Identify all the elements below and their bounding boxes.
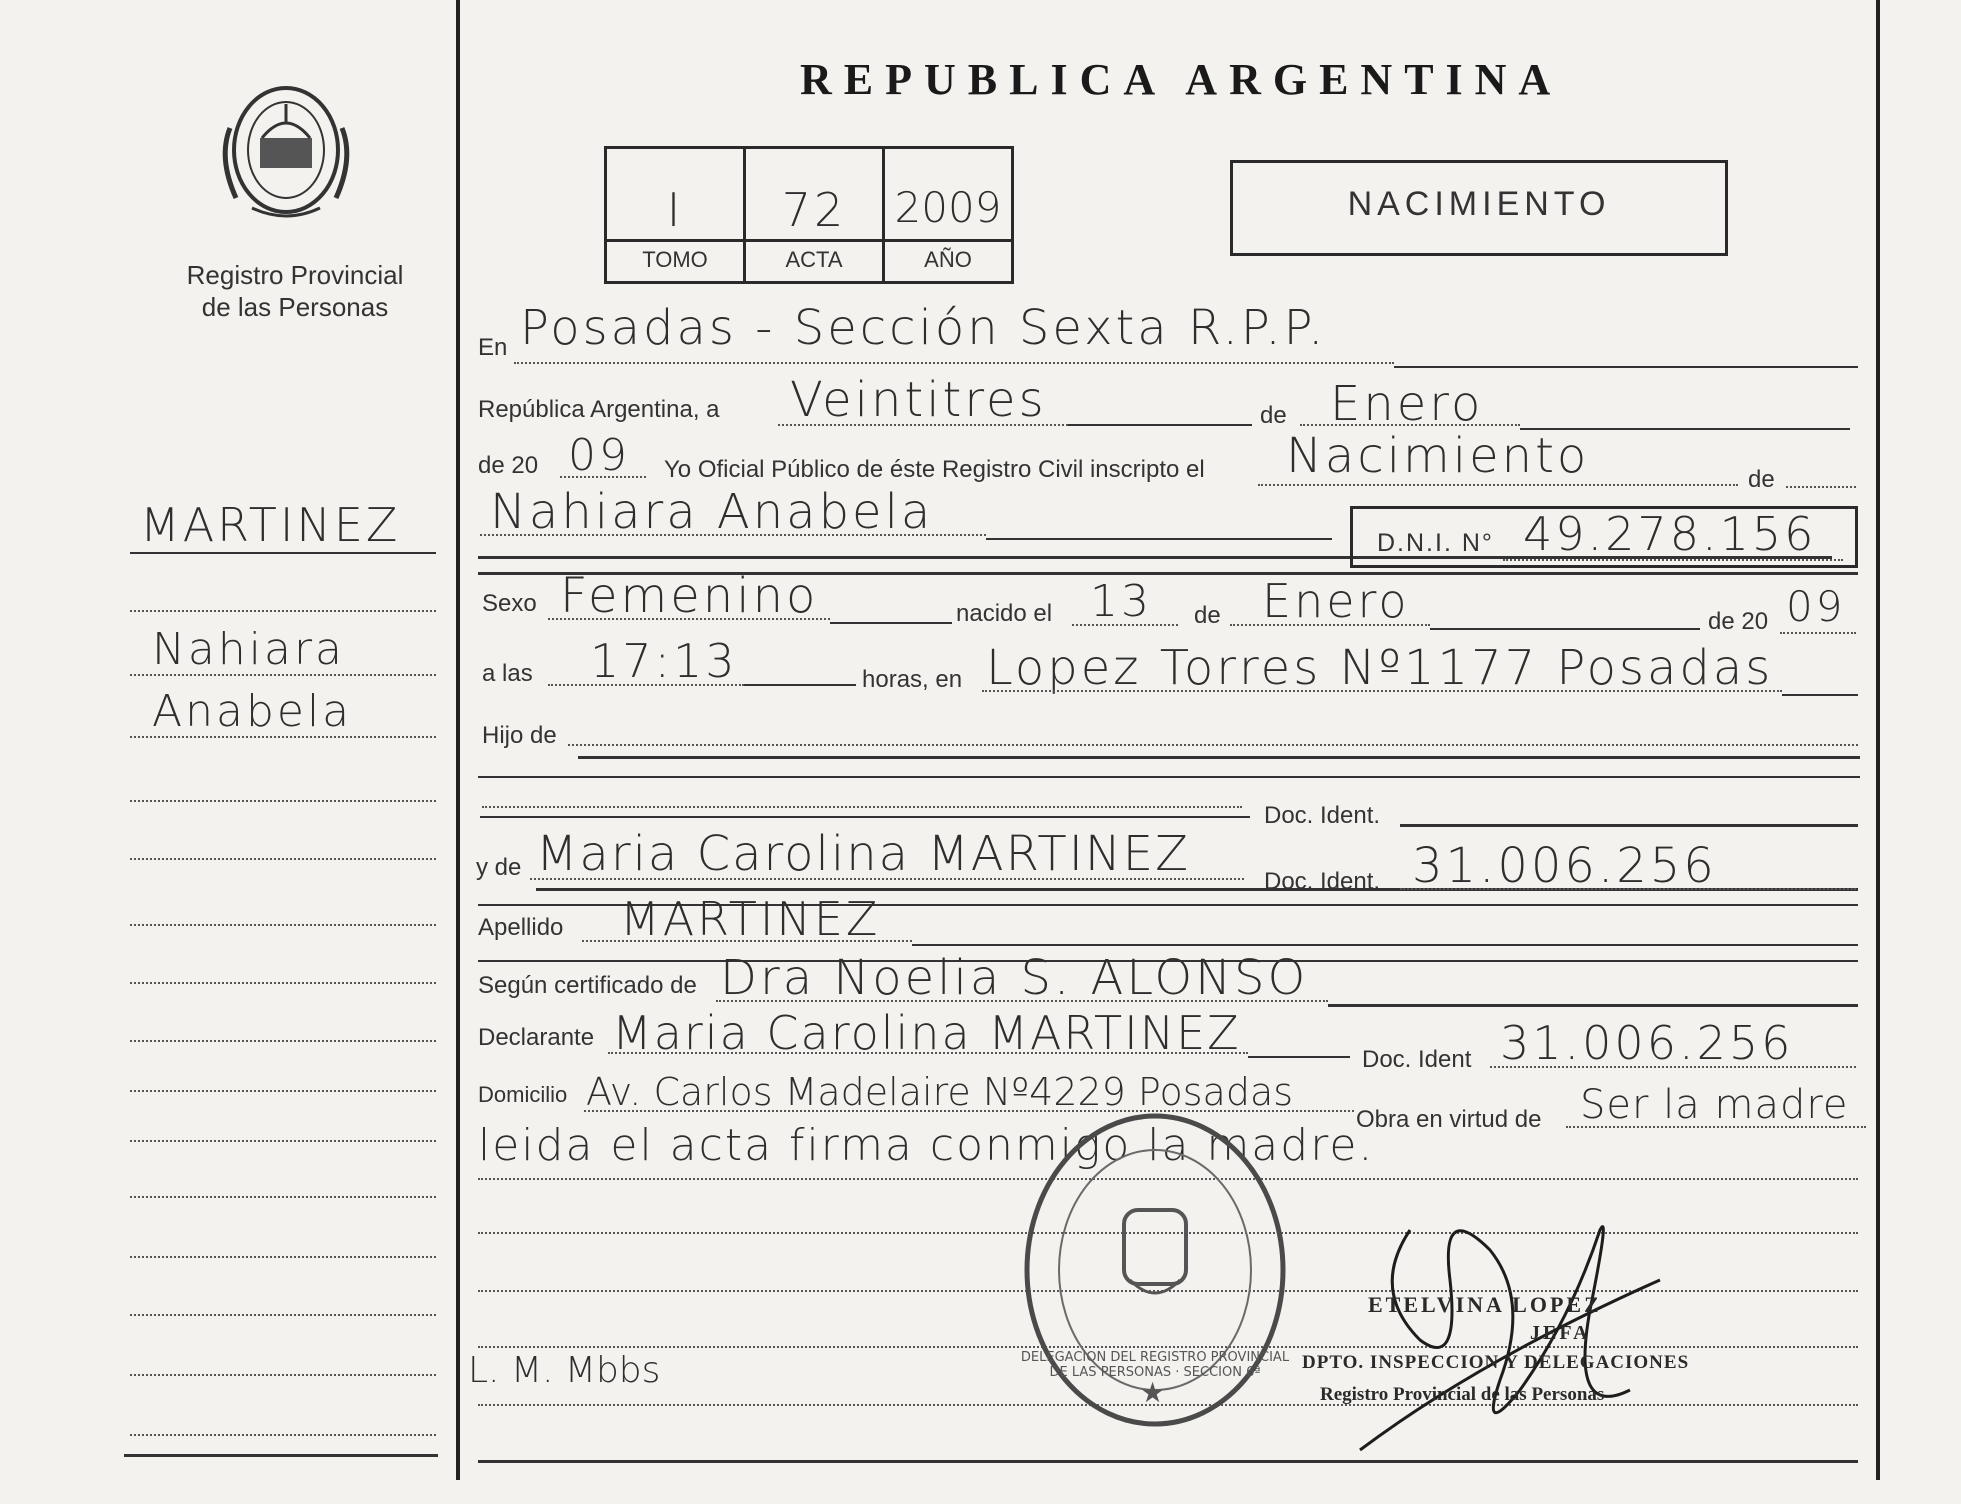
- record-box: [604, 146, 1014, 284]
- margin-line: [130, 736, 436, 738]
- dni-label: D.N.I. N°: [1377, 529, 1494, 557]
- margin-name1: Nahiara: [152, 624, 346, 675]
- padre-line: [482, 806, 1242, 808]
- anio-label: AÑO: [924, 247, 972, 272]
- declarante-doc: 31.006.256: [1500, 1016, 1794, 1070]
- dni-value: 49.278.156: [1523, 507, 1817, 561]
- domicilio-value: Av. Carlos Madelaire Nº4229 Posadas: [586, 1070, 1294, 1114]
- year-suffix: 09: [568, 430, 630, 481]
- de-line: [1786, 486, 1856, 488]
- margin-surname: MARTINEZ: [140, 498, 401, 552]
- margin-line: [130, 1196, 436, 1198]
- apellido-line: [582, 940, 912, 942]
- sexo-label: Sexo: [482, 590, 537, 617]
- margin-line: [124, 1454, 438, 1457]
- official-role: JEFA: [1530, 1322, 1591, 1344]
- nacido-day: 13: [1090, 576, 1152, 627]
- doc-ident-label-3: Doc. Ident: [1362, 1046, 1472, 1073]
- obra-line: [1566, 1126, 1866, 1128]
- margin-line: [130, 924, 436, 926]
- margin-line: [130, 552, 436, 554]
- document-title: REPUBLICA ARGENTINA: [800, 55, 1563, 104]
- name-line: [480, 534, 986, 536]
- margin-line: [130, 1040, 436, 1042]
- nacido-month-line: [1230, 624, 1430, 626]
- hijo-line: [568, 744, 1858, 746]
- agency-name-line1: Registro Provincial: [186, 260, 404, 290]
- margin-line: [130, 610, 436, 612]
- en-line: [514, 362, 1394, 364]
- madre-doc: 31.006.256: [1412, 838, 1717, 894]
- nacido-month-tail: [1430, 628, 1700, 630]
- observacion: leida el acta firma conmigo la madre.: [478, 1120, 1375, 1171]
- margin-line: [130, 1434, 436, 1436]
- year-prefix: de 20: [478, 452, 539, 479]
- certificado-rule: [1328, 1004, 1858, 1007]
- day-words: Veintitres: [790, 372, 1047, 428]
- en-label: En: [478, 334, 508, 361]
- segun-label: Según certificado de: [478, 972, 697, 999]
- margin-line: [130, 1090, 436, 1092]
- nacido-day-line: [1072, 624, 1178, 626]
- margin-line: [130, 1140, 436, 1142]
- oficial-label: Yo Oficial Público de éste Registro Civil inscripto el: [664, 456, 1205, 483]
- tomo-label: TOMO: [642, 247, 708, 272]
- person-name: Nahiara Anabela: [490, 484, 934, 540]
- margin-line: [130, 1256, 436, 1258]
- official-dept: DPTO. INSPECCION Y DELEGACIONES: [1302, 1352, 1690, 1373]
- certificado-line: [716, 1000, 1328, 1002]
- madre-doc-line: [1400, 888, 1856, 890]
- official-office: Registro Provincial de las Personas: [1320, 1384, 1605, 1405]
- sexo-value: Femenino: [560, 568, 819, 624]
- padre-doc-rule: [1400, 824, 1858, 827]
- svg-text:★: ★: [1140, 1376, 1166, 1409]
- month: Enero: [1330, 376, 1484, 432]
- de20-label: de 20: [1708, 608, 1769, 635]
- hora-value: 17:13: [590, 634, 738, 688]
- nacido-year-line: [1780, 632, 1856, 634]
- padre-rule: [480, 816, 1250, 818]
- doc-type-label: NACIMIENTO: [1347, 185, 1611, 223]
- official-name: ETELVINA LOPEZ: [1368, 1292, 1602, 1317]
- page-right-border: [1876, 0, 1880, 1480]
- doc-type-box: [1230, 160, 1728, 256]
- acta-label: ACTA: [785, 247, 843, 272]
- doc-ident-label-2: Doc. Ident.: [1264, 868, 1381, 895]
- lugar-value: Lopez Torres Nº1177 Posadas: [986, 640, 1774, 696]
- lugar-line: [982, 690, 1782, 692]
- official-stamp: [1020, 1110, 1290, 1430]
- margin-line: [130, 1374, 436, 1376]
- apellido-label: Apellido: [478, 914, 564, 941]
- declarante-value: Maria Carolina MARTINEZ: [612, 1006, 1241, 1060]
- domicilio-label: Domicilio: [478, 1082, 568, 1107]
- name-line-tail: [986, 538, 1332, 540]
- dni-box: [1350, 506, 1858, 568]
- sexo-line-tail: [830, 622, 952, 624]
- apellido-value: MARTINEZ: [620, 892, 881, 946]
- nacido-year: 09: [1786, 582, 1846, 631]
- hijo-rule-2: [478, 776, 1860, 778]
- en-line-tail: [1394, 366, 1858, 368]
- stamp-text: DELEGACION DEL REGISTRO PROVINCIAL DE LAS PERSONAS · SECCION 6ª: [1020, 1350, 1290, 1380]
- de-label-3: de: [1194, 602, 1221, 629]
- hora-line-tail: [744, 684, 856, 686]
- dni-line: [1503, 559, 1843, 561]
- inscripto-line: [1258, 484, 1738, 486]
- column-divider: [456, 0, 460, 1480]
- hijo-rule: [578, 756, 1860, 759]
- en-value: Posadas - Sección Sexta R.P.P.: [520, 300, 1327, 356]
- nacido-month: Enero: [1262, 574, 1410, 628]
- inscripto: Nacimiento: [1286, 428, 1590, 484]
- apellido-rule: [912, 944, 1858, 946]
- acta-value: 72: [781, 183, 847, 237]
- month-line: [1300, 424, 1520, 426]
- republica-label: República Argentina, a: [478, 396, 720, 423]
- horas-label: horas, en: [862, 666, 963, 693]
- madre-line: [530, 878, 1244, 880]
- agency-seal: [212, 68, 360, 228]
- sexo-line: [548, 618, 830, 620]
- yde-label: y de: [476, 854, 522, 881]
- lugar-line-tail: [1782, 694, 1858, 696]
- agency-name-line2: de las Personas: [201, 292, 389, 322]
- nacido-label: nacido el: [956, 600, 1053, 627]
- declarante-rule: [1248, 1056, 1350, 1058]
- margin-initials: L. M. Mbbs: [468, 1350, 661, 1391]
- tomo-value: I: [666, 183, 684, 237]
- obra-value: Ser la madre: [1580, 1082, 1849, 1128]
- margin-line: [130, 674, 436, 676]
- de-label: de: [1260, 402, 1287, 429]
- hijo-label: Hijo de: [482, 722, 557, 749]
- margin-line: [130, 858, 436, 860]
- de-label-2: de: [1748, 466, 1775, 493]
- madre-value: Maria Carolina MARTINEZ: [536, 826, 1191, 882]
- declarante-doc-line: [1490, 1066, 1856, 1068]
- margin-line: [130, 982, 436, 984]
- declarante-label: Declarante: [478, 1024, 595, 1051]
- margin-line: [130, 1314, 436, 1316]
- obra-label: Obra en virtud de: [1356, 1106, 1542, 1133]
- margin-name2: Anabela: [152, 686, 353, 737]
- obs-rule: [478, 1460, 1858, 1463]
- official-signature: [1330, 1190, 1690, 1460]
- declarante-line: [608, 1052, 1248, 1054]
- anio-value: 2009: [894, 183, 1002, 232]
- doc-ident-label: Doc. Ident.: [1264, 802, 1381, 829]
- year-line: [560, 476, 646, 478]
- day-line-tail: [1068, 424, 1252, 426]
- day-line: [778, 424, 1068, 426]
- margin-line: [130, 800, 436, 802]
- certificado-value: Dra Noelia S. ALONSO: [720, 950, 1309, 1006]
- hora-line: [548, 684, 744, 686]
- alas-label: a las: [482, 660, 533, 687]
